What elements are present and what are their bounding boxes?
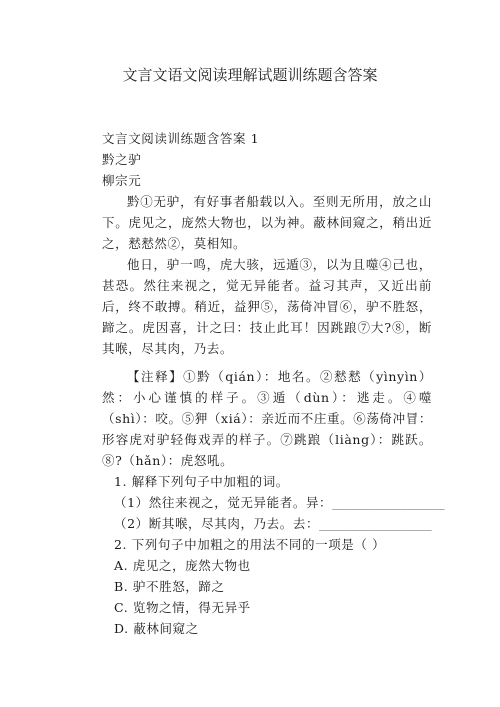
question-2-stem: 2. 下列句子中加粗之的用法不同的一项是（ ） xyxy=(114,537,386,552)
question-1-item-1 xyxy=(102,492,445,513)
essay-paragraph-1: 黔①无驴，有好事者船载以入。至则无所用，放之山下。虎见之，庞然大物也，以为神。蔽林间窥之，稍出近之，慭慭然②，莫相知。 xyxy=(102,194,432,251)
question-1-item-1-text: （1）然往来视之，觉无异能者。异： xyxy=(114,495,333,510)
annotation-notes: 【注释】①黔（qián）：地名。②慭慭（yìnyìn）然：小心谨慎的样子。③遁（dùn）：逃走。④噬（shì）：咬。⑤狎（xiá）：亲近而不庄重。⑥荡倚冲冒：形容虎对驴轻侮戏弄的样子。⑦跳踉（liàng）：跳跃。⑧?（hǎn）：虎怒吼。 xyxy=(102,369,432,468)
essay-paragraph-2: 他日，驴一鸣，虎大骇，远遁③，以为且噬④己也，甚恐。然往来视之，觉无异能者。益习其声，又近出前后，终不敢搏。稍近，益狎⑤，荡倚冲冒⑥，驴不胜怒，蹄之。虎因喜，计之曰：技止此耳！因跳踉⑦大?⑧，断其喉，尽其肉，乃去。 xyxy=(102,257,432,356)
section-heading: 文言文阅读训练题含答案 1 xyxy=(102,131,260,146)
essay-title: 黔之驴 xyxy=(102,152,142,167)
answer-blank-1: __________________ xyxy=(332,495,445,510)
question-1-item-2-text: （2）断其喉，尽其肉，乃去。去： xyxy=(114,516,320,531)
question-1-stem: 1. 解释下列句子中加粗的词。 xyxy=(114,474,289,489)
question-2-option-b: B. 驴不胜怒，蹄之 xyxy=(114,579,225,594)
question-2-option-a: A. 虎见之，庞然大物也 xyxy=(114,558,251,573)
document-body xyxy=(102,128,445,639)
question-2-option-c: C. 览物之情，得无异乎 xyxy=(114,600,251,615)
question-2-option-d: D. 蔽林间窥之 xyxy=(114,621,199,636)
answer-blank-2: __________________ xyxy=(319,516,432,531)
question-1-item-2 xyxy=(102,513,432,534)
document-title: 文言文语文阅读理解试题训练题含答案 xyxy=(122,66,378,84)
essay-author: 柳宗元 xyxy=(102,173,142,188)
